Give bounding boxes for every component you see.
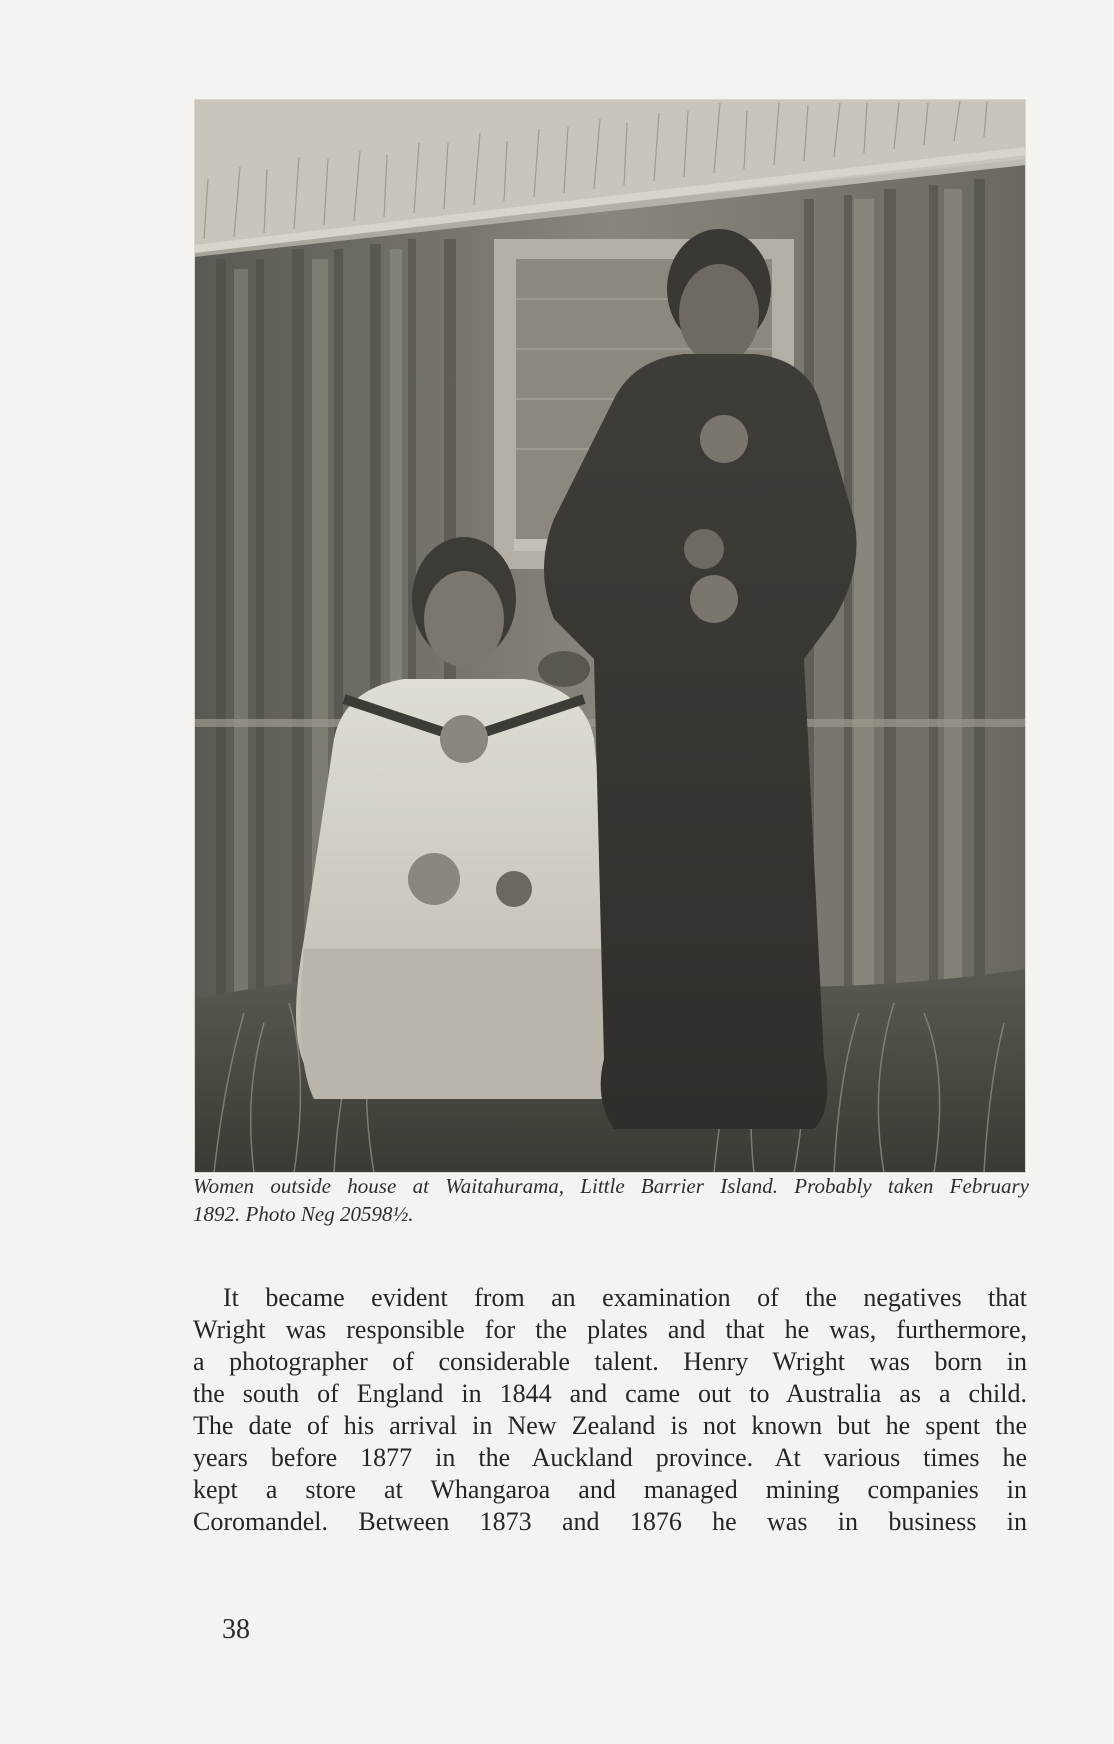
body-line: Wright was responsible for the plates and that he was, furthermore, — [193, 1315, 1027, 1344]
body-line: The date of his arrival in New Zealand is not known but he spent the — [193, 1411, 1027, 1440]
historical-photograph — [194, 99, 1026, 1173]
body-line: Coromandel. Between 1873 and 1876 he was in business in — [193, 1507, 1027, 1536]
photo-caption — [193, 1172, 1029, 1228]
body-paragraph — [193, 1282, 1027, 1538]
page-number: 38 — [222, 1614, 250, 1645]
caption-line-1: Women outside house at Waitahurama, Little Barrier Island. Probably taken February — [193, 1174, 1029, 1198]
caption-line-2: 1892. Photo Neg 20598½. — [193, 1202, 414, 1226]
body-line: It became evident from an examination of the negatives that — [223, 1283, 1027, 1312]
body-line: a photographer of considerable talent. Henry Wright was born in — [193, 1347, 1027, 1376]
body-line: kept a store at Whangaroa and managed mining companies in — [193, 1475, 1027, 1504]
body-line: the south of England in 1844 and came out to Australia as a child. — [193, 1379, 1027, 1408]
body-line: years before 1877 in the Auckland province. At various times he — [193, 1443, 1027, 1472]
